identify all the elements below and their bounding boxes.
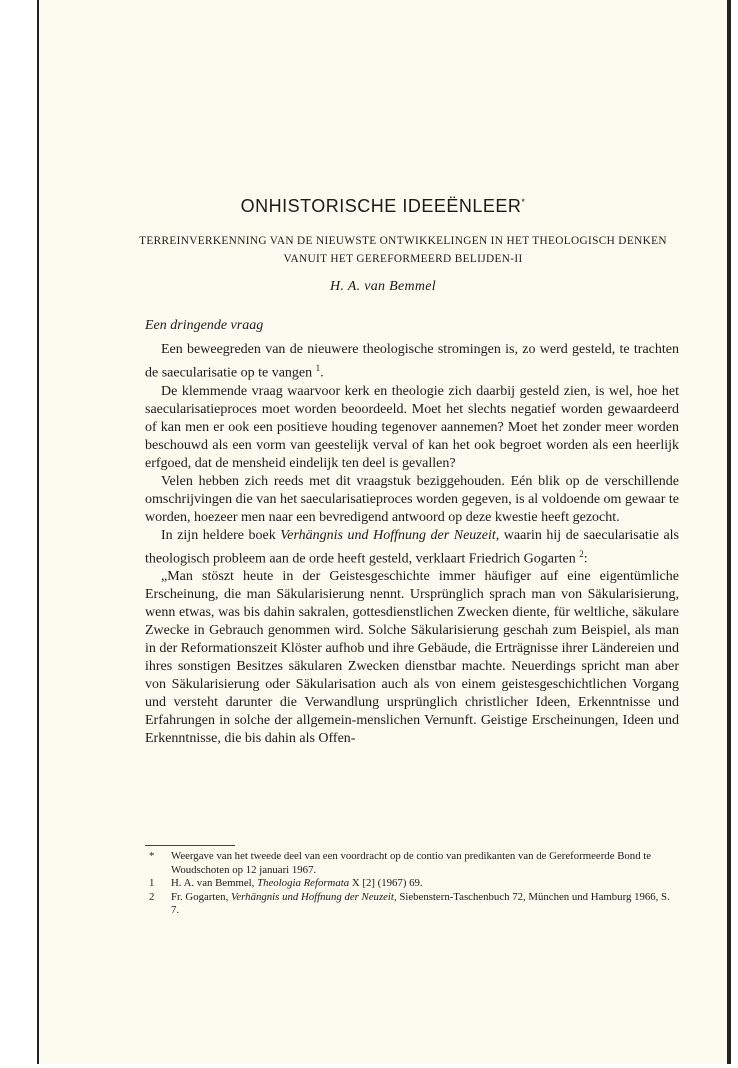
document-page [37,0,731,1064]
paragraph-4: In zijn heldere boek Verhängnis und Hoffnung der Neuzeit, waarin hij de saecularisatie als theologisch probleem aan de orde heeft gesteld, verklaart Friedrich Gogarten $^2$: [145,527,679,567]
article-title [39,196,727,217]
paragraph-quote: „Man stöszt heute in der Geistesgeschichte immer häufiger auf eine eigentümliche Erscheinung, die man Säkularisierung nennt. Ursprünglich sprach man von Säkularisierung, wenn etwas, was bis dahin sakralen, gottesdienstlichen Zwecken diente, für weltliche, säkulare Zwecke in Gebrauch genommen wird. Solche Säkularisierung geschah zum Beispiel, als man in der Reformationszeit Klöster aufhob und ihre Gebäude, die Erträgnisse ihrer Ländereien und ihres sonstigen Besitzes säkularen Zwecken dienstbar machte. Neuerdings spricht man aber von Säkularisierung oder Säkularisation auch als von einem geistesgeschichtlichen Vorgang und versteht darunter die Verwandlung ursprünglich christlicher Ideen, Erkenntnisse und Erfahrungen in solche der allgemein-menslichen Vernunft. Geistige Erscheinungen, Ideen und Erkenntnisse, die bis dahin als Offen- [145,569,679,747]
section-heading: Een dringende vraag [145,318,264,333]
article-subtitle: TERREINVERKENNING VAN DE NIEUWSTE ONTWIKKELINGEN IN HET THEOLOGISCH DENKEN VANUIT HET GEREFORMEERD BELIJDEN-II [139,235,667,265]
footnote-star: * Weergave van het tweede deel van een voordracht op de contio van predikanten van de Gereformeerde Bond te Woudschoten op 12 januari 1967. [149,850,652,876]
footnote-divider [145,845,235,846]
footnote-1: 1 H. A. van Bemmel, Theologia Reformata X [2] (1967) 69. [149,877,423,889]
title-footnote-mark: * [521,197,526,207]
paragraph-2: De klemmende vraag waarvoor kerk en theologie zich daarbij gesteld zien, is wel, hoe het saecularisatieproces moet worden beoordeeld. Moet het slechts negatief worden gewaardeerd of kan men er ook een positieve houding tegenover aannemen? Moet het zonder meer worden beschouwd als een vorm van geestelijk verval of kan het ook begroet worden als een heerlijk erfgoed, dat de mensheid eindelijk ten deel is gevallen? [145,383,679,471]
footnote-2: 2 Fr. Gogarten, Verhängnis und Hoffnung der Neuzeit, Siebenstern-Taschenbuch 72, München und Hamburg 1966, S. 7. [149,890,670,916]
footnotes [145,850,679,918]
title-text: ONHISTORISCHE IDEEËNLEER [240,196,522,216]
paragraph-1: Een beweegreden van de nieuwere theologische stromingen is, zo werd gesteld, te trachten de saecularisatie op te vangen $^1$. [145,342,679,381]
body-text [145,341,679,748]
footnote-ref-2: 2 [579,548,584,559]
author-name: H. A. van Bemmel [329,279,436,294]
footnote-ref-1: 1 [315,363,321,373]
paragraph-3: Velen hebben zich reeds met dit vraagstuk beziggehouden. Eén blik op de verschillende omschrijvingen die van het saecularisatieproces worden gegeven, is al voldoende om gewaar te worden, hoezeer men naar een bevredigend antwoord op deze kwestie heeft gezocht. [145,473,679,525]
book-title: Verhängnis und Hoffnung der Neuzeit, [280,527,500,543]
